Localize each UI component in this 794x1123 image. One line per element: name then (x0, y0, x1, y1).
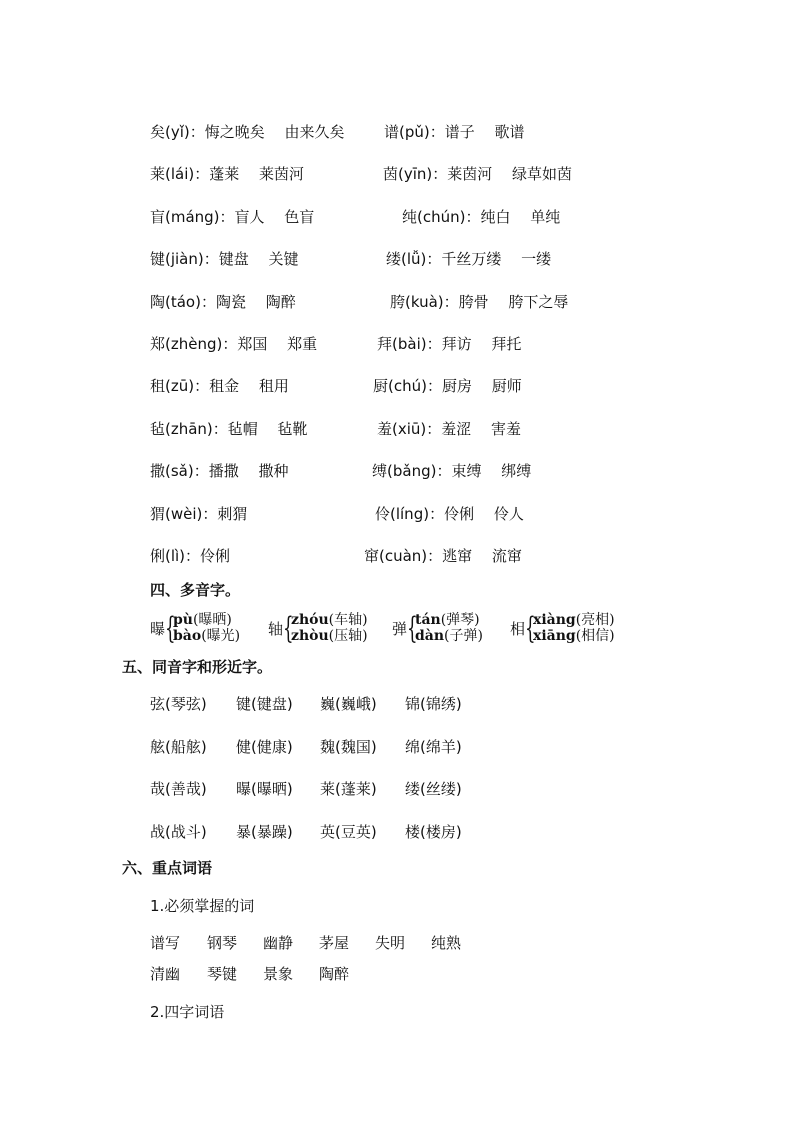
homophone-word: 巍(巍峨) (320, 695, 377, 713)
homophone-row (0, 736, 794, 758)
pinyin-entry-right: 伶(líng)：伶俐 伶人 (375, 505, 524, 523)
homophone-word: 健(健康) (236, 738, 293, 756)
key-word: 琴键 (207, 965, 238, 983)
brace-icon: { (283, 611, 294, 646)
polyphone-char: 相 (510, 620, 526, 638)
key-words-line (0, 932, 794, 954)
pinyin-entry-right: 拜(bài)：拜访 拜托 (377, 335, 522, 353)
brace-icon: { (525, 611, 536, 646)
pinyin-entry-right: 纯(chún)：纯白 单纯 (402, 208, 561, 226)
pinyin-entry-left: 撒(sǎ)：播撒 撒种 (150, 462, 289, 480)
homophone-row (0, 693, 794, 715)
polyphone-char: 曝 (150, 620, 166, 638)
pinyin-entry-right: 羞(xiū)：羞涩 害羞 (377, 420, 522, 438)
polyphone-item (392, 609, 502, 649)
polyphone-item (150, 609, 250, 649)
polyphone-char: 弹 (392, 620, 408, 638)
polyphone-char: 轴 (268, 620, 284, 638)
pinyin-entry-left: 俐(lì)：伶俐 (150, 547, 231, 565)
polyphone-reading: zhòu(压轴) (291, 628, 368, 644)
polyphone-reading: xiàng(亮相) (533, 612, 615, 628)
pinyin-entry-right: 厨(chú)：厨房 厨师 (373, 377, 522, 395)
key-word: 清幽 (150, 965, 181, 983)
homophone-word: 暴(暴躁) (236, 823, 293, 841)
homophone-word: 曝(曝晒) (236, 780, 293, 798)
pinyin-entry-left: 矣(yǐ)：悔之晚矣 由来久矣 (150, 123, 345, 141)
key-word: 陶醉 (319, 965, 350, 983)
polyphone-reading: pù(曝晒) (173, 612, 232, 628)
homophone-word: 战(战斗) (150, 823, 207, 841)
subheading-must-know: 1.必须掌握的词 (150, 897, 255, 915)
brace-icon: { (407, 611, 418, 646)
section-heading-homophones: 五、同音字和形近字。 (122, 658, 273, 676)
pinyin-row (0, 460, 794, 482)
pinyin-row (0, 163, 794, 185)
subheading-four-char-idioms: 2.四字词语 (150, 1003, 225, 1021)
homophone-word: 锦(锦绣) (405, 695, 462, 713)
homophone-word: 英(豆英) (320, 823, 377, 841)
key-word: 失明 (375, 934, 406, 952)
key-word: 谱写 (150, 934, 181, 952)
section-heading-key-words: 六、重点词语 (122, 859, 213, 877)
pinyin-row (0, 248, 794, 270)
pinyin-row (0, 291, 794, 313)
homophone-word: 哉(善哉) (150, 780, 207, 798)
key-word: 幽静 (263, 934, 294, 952)
pinyin-row (0, 206, 794, 228)
pinyin-entry-left: 郑(zhèng)：郑国 郑重 (150, 335, 318, 353)
homophone-word: 魏(魏国) (320, 738, 377, 756)
pinyin-row (0, 121, 794, 143)
key-word: 茅屋 (319, 934, 350, 952)
pinyin-row (0, 333, 794, 355)
key-word: 景象 (263, 965, 294, 983)
pinyin-entry-right: 缕(lǚ)：千丝万缕 一缕 (386, 250, 552, 268)
pinyin-entry-left: 键(jiàn)：键盘 关键 (150, 250, 299, 268)
polyphone-item (268, 609, 378, 649)
homophone-word: 键(键盘) (236, 695, 293, 713)
pinyin-entry-left: 莱(lái)：蓬莱 莱茵河 (150, 165, 304, 183)
key-word: 纯熟 (431, 934, 462, 952)
polyphone-reading: dàn(子弹) (415, 628, 483, 644)
polyphone-reading: bào(曝光) (173, 628, 241, 644)
key-words-line (0, 963, 794, 985)
polyphone-item (510, 609, 630, 649)
pinyin-row (0, 418, 794, 440)
section-heading-polyphones: 四、多音字。 (150, 581, 241, 599)
pinyin-entry-right: 窜(cuàn)：逃窜 流窜 (364, 547, 522, 565)
homophone-row (0, 821, 794, 843)
homophone-word: 缕(丝缕) (405, 780, 462, 798)
pinyin-entry-right: 谱(pǔ)：谱子 歌谱 (384, 123, 525, 141)
polyphone-reading: zhóu(车轴) (291, 612, 368, 628)
pinyin-entry-left: 毡(zhān)：毡帽 毡靴 (150, 420, 308, 438)
pinyin-entry-right: 缚(bǎng)：束缚 绑缚 (372, 462, 532, 480)
pinyin-entry-left: 陶(táo)：陶瓷 陶醉 (150, 293, 296, 311)
pinyin-entry-left: 盲(máng)：盲人 色盲 (150, 208, 315, 226)
pinyin-entry-right: 茵(yīn)：莱茵河 绿草如茵 (383, 165, 573, 183)
pinyin-entry-left: 租(zū)：租金 租用 (150, 377, 289, 395)
pinyin-entry-right: 胯(kuà)：胯骨 胯下之辱 (390, 293, 569, 311)
homophone-word: 绵(绵羊) (405, 738, 462, 756)
pinyin-entry-left: 猬(wèi)：刺猬 (150, 505, 248, 523)
homophone-word: 舷(船舷) (150, 738, 207, 756)
pinyin-row (0, 375, 794, 397)
pinyin-row (0, 503, 794, 525)
pinyin-row (0, 545, 794, 567)
polyphone-reading: tán(弹琴) (415, 612, 480, 628)
polyphone-reading: xiāng(相信) (533, 628, 615, 644)
homophone-row (0, 778, 794, 800)
homophone-word: 楼(楼房) (405, 823, 462, 841)
homophone-word: 弦(琴弦) (150, 695, 207, 713)
brace-icon: { (165, 611, 176, 646)
key-word: 钢琴 (207, 934, 238, 952)
homophone-word: 莱(蓬莱) (320, 780, 377, 798)
